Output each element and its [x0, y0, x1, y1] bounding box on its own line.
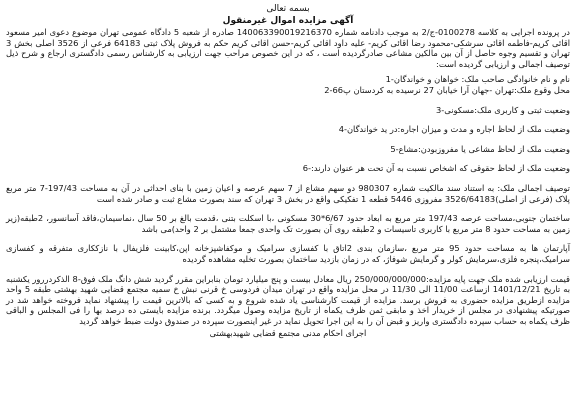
building-description: ساختمان جنوبی،مساحت عرصه 197/43 متر مربع به ابعاد حدود 6/67*30 مسکونی ،با اسکلت بتنی ،قدمت بالغ بر 50 سال ،نماسیمان،فاقد آسانسور، 2طبقه(زیر زمین به مساحت حدود 8 متر مربع با کاربری تاسیسات و 2طبقه روی آن بصورت تک واحدی جمعا مشتمل بر 2 واحد)می باشد — [6, 213, 571, 234]
list-item-lease: وضعیت ملک از لحاظ اجاره و مدت و میزان اجاره:در ید خواندگان-4 — [338, 124, 570, 135]
bismillah-heading: بسمه تعالی — [266, 4, 310, 14]
notice-title: آگهی مزایده اموال غیرمنقول — [222, 16, 354, 26]
list-item-registration: وضعیت ثبتی و کاربری ملک:مسکونی-3 — [436, 104, 570, 115]
property-description: توصیف اجمالی ملک: به استناد سند مالکیت شماره 980307 دو سهم مشاع از 7 سهم عرصه و اعیان زمین با بنای احداثی در آن به مساحت 197/43-7 متر مربع پلاک (فرعی از اصلی)3526/64183 مفروزی 5446 قطعه 1 تفکیکی واقع در بخش 3 تهران که سند بصورت مشاع ثبت و صادر شده است — [6, 182, 570, 204]
list-item-owner: نام و نام خانوادگی صاحب ملک: خواهان و خواندگان-1 — [385, 74, 570, 85]
intro-paragraph: در پرونده اجرایی به کلاسه 0100278-ج/2 به موجب دادنامه شماره 140063390019216370 صادره از شعبه 5 دادگاه عمومی تهران موضوع دعوی امیر مسعود اقائی کریم-فاطمه اقائی سرشکی-محمود رضا اقائی کریم- علیه داود اقائی کریم-حسن اقائی کریم حکم به فروش پلاک ثبتی 64183 فرعی از 3526 اصلی بخش 3 تهران و تقسیم وجوه حاصل از آن بین مالکین مشاعی صادرگردیده است ، که در این خصوص مراحب جهت ارزیابی به کارشناس رسمی دادگستری ارجاع و شرح ذیل توصیف اجمالی و ارزیابی گردیده است: — [6, 27, 571, 69]
signature-line: اجرای احکام مدنی مجتمع قضایی شهیدبهشتی — [209, 328, 367, 339]
list-item-location: محل وقوع ملک:تهران -جهان آرا خیابان 27 نرسیده به کردستان پ66-2 — [324, 84, 570, 95]
list-item-rights: وضعیت ملک از لحاظ حقوقی که اشخاص نسبت به آن تحت هر عنوان دارند:-6 — [302, 163, 570, 174]
list-item-ownership: وضعیت ملک از لحاظ مشاعی یا مفروزبودن:مشاع-5 — [390, 143, 570, 154]
finishes-description: آپارتمان ها به مساحت حدود 95 متر مربع ،سازمان بندی 2اتاق با کفسازی سرامیک و موکفاشپزخانه اپن،کابینت فلزیفال با نازککاری متفرقه و کفسازی سرامیک،پنجره فلزی،سرمایش کولر و گرمایش شوفاژ، که در زمان بازدید ساختمان بصورت تخلیه مشاهده گردیده — [6, 243, 571, 264]
valuation-paragraph: قیمت ارزیابی شده ملک جهت پایه مزایده:250/000/000/000 ریال معادل بیست و پنج میلیارد تومان بنابراین مقرر گردید شش دانگ ملک فوق-8 الذکردررور یکشنبه به تاریخ 1401/12/21 ازساعت 11/00 الی 11/30 در محل مزایده واقع در تهران میدان فردوسی خ قرنی نبش خ سمیه مجتمع قضایی شهید بهشتی طبقه 5 واحد مزایده ازطریق مزایده حضوری به فروش برسد. مزایده از قیمت کارشناسی یاد شده شروع و به کسی که بالاترین قیمت را پیشنهاد نماید فروخته خواهد شد در صورتیکه پیشنهادی در مجلس از خریدار اخذ و مابقی ثمن ظرف یکماه از تاریخ مزایده وصول میگردد. برنده مزایده بایستی ده درصد بها را فی المجلس و الباقی ظرف یکماه به حساب سپرده دادگستری واریز و قبض آن را به این اجرا تحویل نماید در غیر اینصورت سپرده در صندوق دولت ضبط خواهد گردید — [6, 273, 571, 326]
